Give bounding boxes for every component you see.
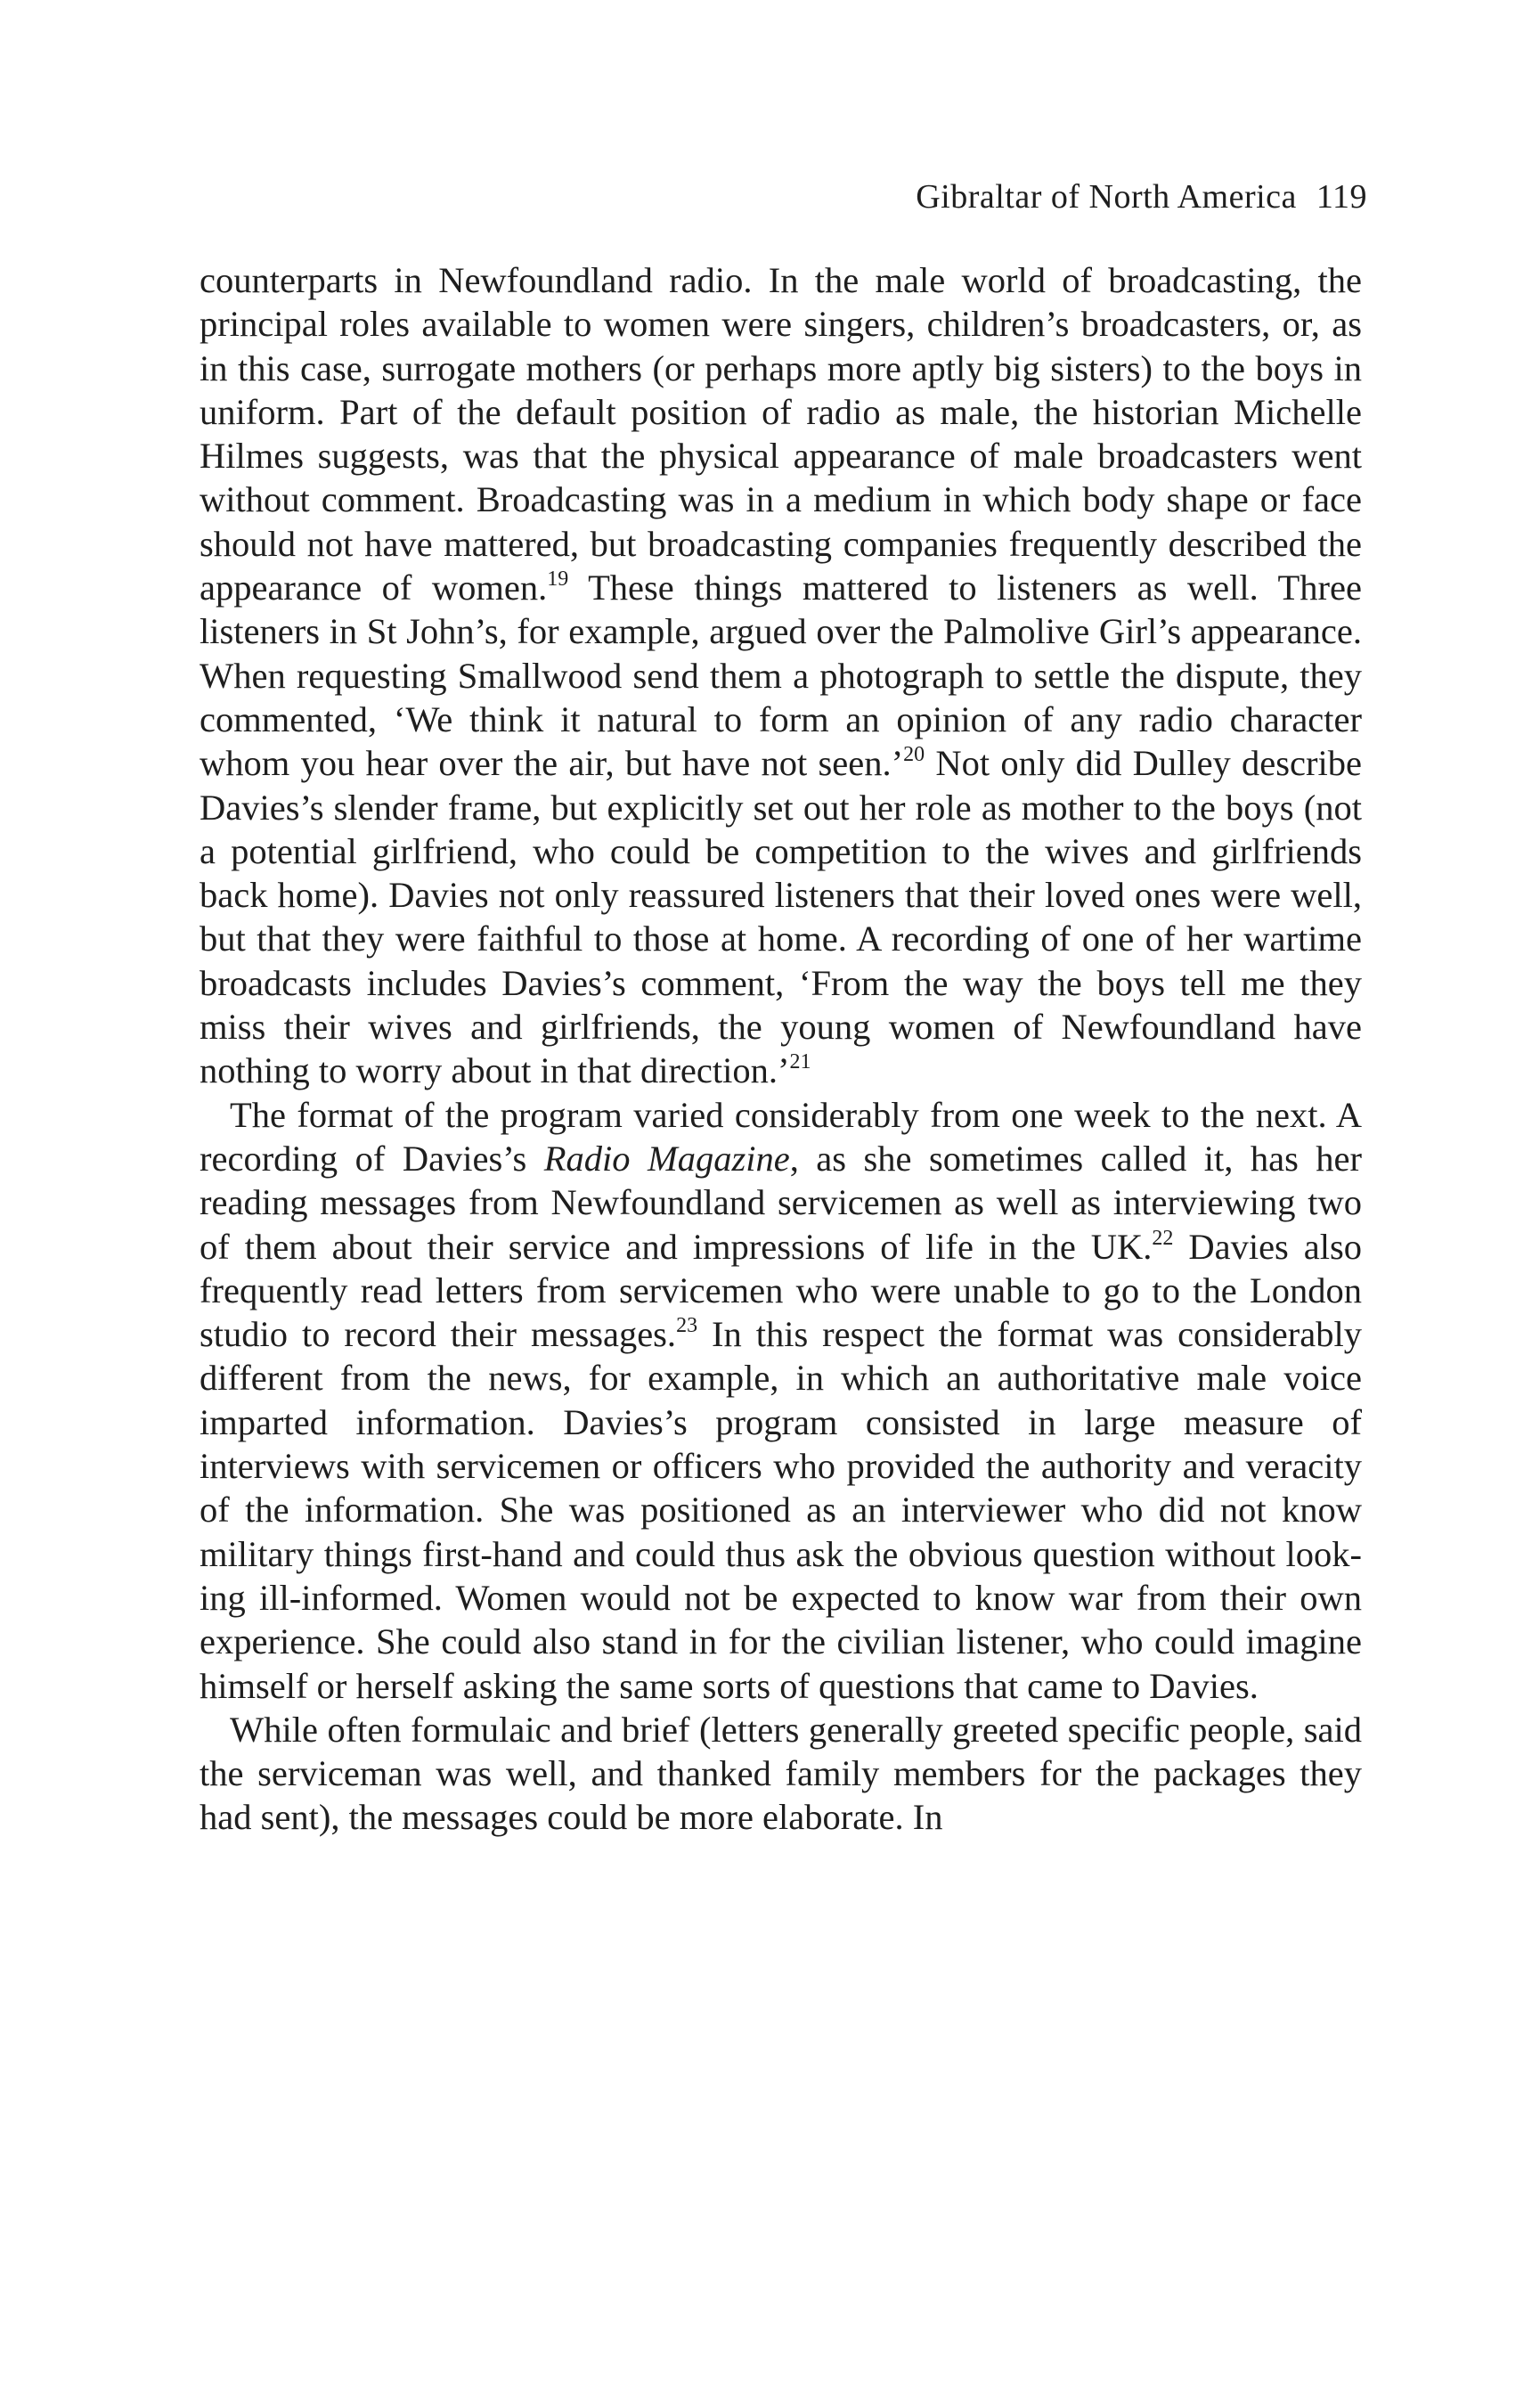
text-run: Davies also frequently read letters from servicemen who were unable to go to the London studio to record their messages.	[200, 1226, 1363, 1355]
footnote-ref: 22	[1152, 1226, 1174, 1250]
paragraph	[200, 1093, 1362, 1708]
footnote-ref: 23	[676, 1314, 698, 1338]
body-text	[200, 258, 1362, 1840]
paragraph	[200, 258, 1362, 1093]
footnote-ref: 19	[547, 567, 569, 592]
text-run: counterparts in Newfoundland radio. In the male world of broadcasting, the principal roles available to women were singers, children’s broadcasters, or, as in this case, surrogate mothers (or perhaps more aptly big sisters) to the boys in uniform. Part of the default position of radio as male, the historian Michelle Hilmes suggests, was that the physical appearance of male broadcasters went without comment. Broadcasting was in a medium in which body shape or face should not have mattered, but broadcasting companies frequently described the appearance of women.	[200, 260, 1362, 608]
running-head	[916, 180, 1367, 214]
footnote-ref: 20	[903, 743, 925, 767]
page-number: 119	[1316, 178, 1367, 216]
text-run: These things mattered to listeners as well. Three listeners in St John’s, for example, argued over the Palmolive Girl’s appearance. When requesting Smallwood send them a photograph to settle the dispute, they commented, ‘We think it natural to form an opinion of any radio character whom you hear over the air, but have not seen.’	[200, 567, 1362, 784]
text-run: While often formulaic and brief (letters generally greeted specific people, said the serviceman was well, and thanked family members for the packages they had sent), the messages could be more elaborate. In	[200, 1709, 1362, 1838]
italic-title: Radio Magazine	[543, 1138, 790, 1179]
text-run: In this respect the format was considerably different from the news, for example, in which an authoritative male voice imparted information. Davies’s program consisted in large measure of interviews with servicemen or officers who provided the authority and veracity of the information. She was positioned as an interviewer who did not know military things first-hand and could thus ask the obvious question without looking ill-informed. Women would not be expected to know war from their own experience. She could also stand in for the civilian listener, who could imagine himself or herself asking the same sorts of questions that came to Davies.	[200, 1314, 1363, 1706]
text-run: Not only did Dulley describe Davies’s slender frame, but explicitly set out her role as mother to the boys (not a potential girlfriend, who could be competition to the wives and girlfriends back home). Davies not only reassured listeners that their loved ones were well, but that they were faithful to those at home. A recording of one of her wartime broadcasts includes Davies’s comment, ‘From the way the boys tell me they miss their wives and girlfriends, the young women of Newfoundland have nothing to worry about in that direction.’	[200, 743, 1362, 1091]
paragraph	[200, 1708, 1362, 1840]
footnote-ref: 21	[789, 1050, 811, 1074]
text-run: , as she sometimes called it, has her reading messages from Newfoundland servicemen as well as interviewing two of them about their service and impressions of life in the UK.	[200, 1138, 1363, 1267]
text-run: The format of the program varied considerably from one week to the next. A recording of Davies’s	[200, 1094, 1362, 1179]
running-head-title: Gibraltar of North America	[916, 178, 1297, 216]
